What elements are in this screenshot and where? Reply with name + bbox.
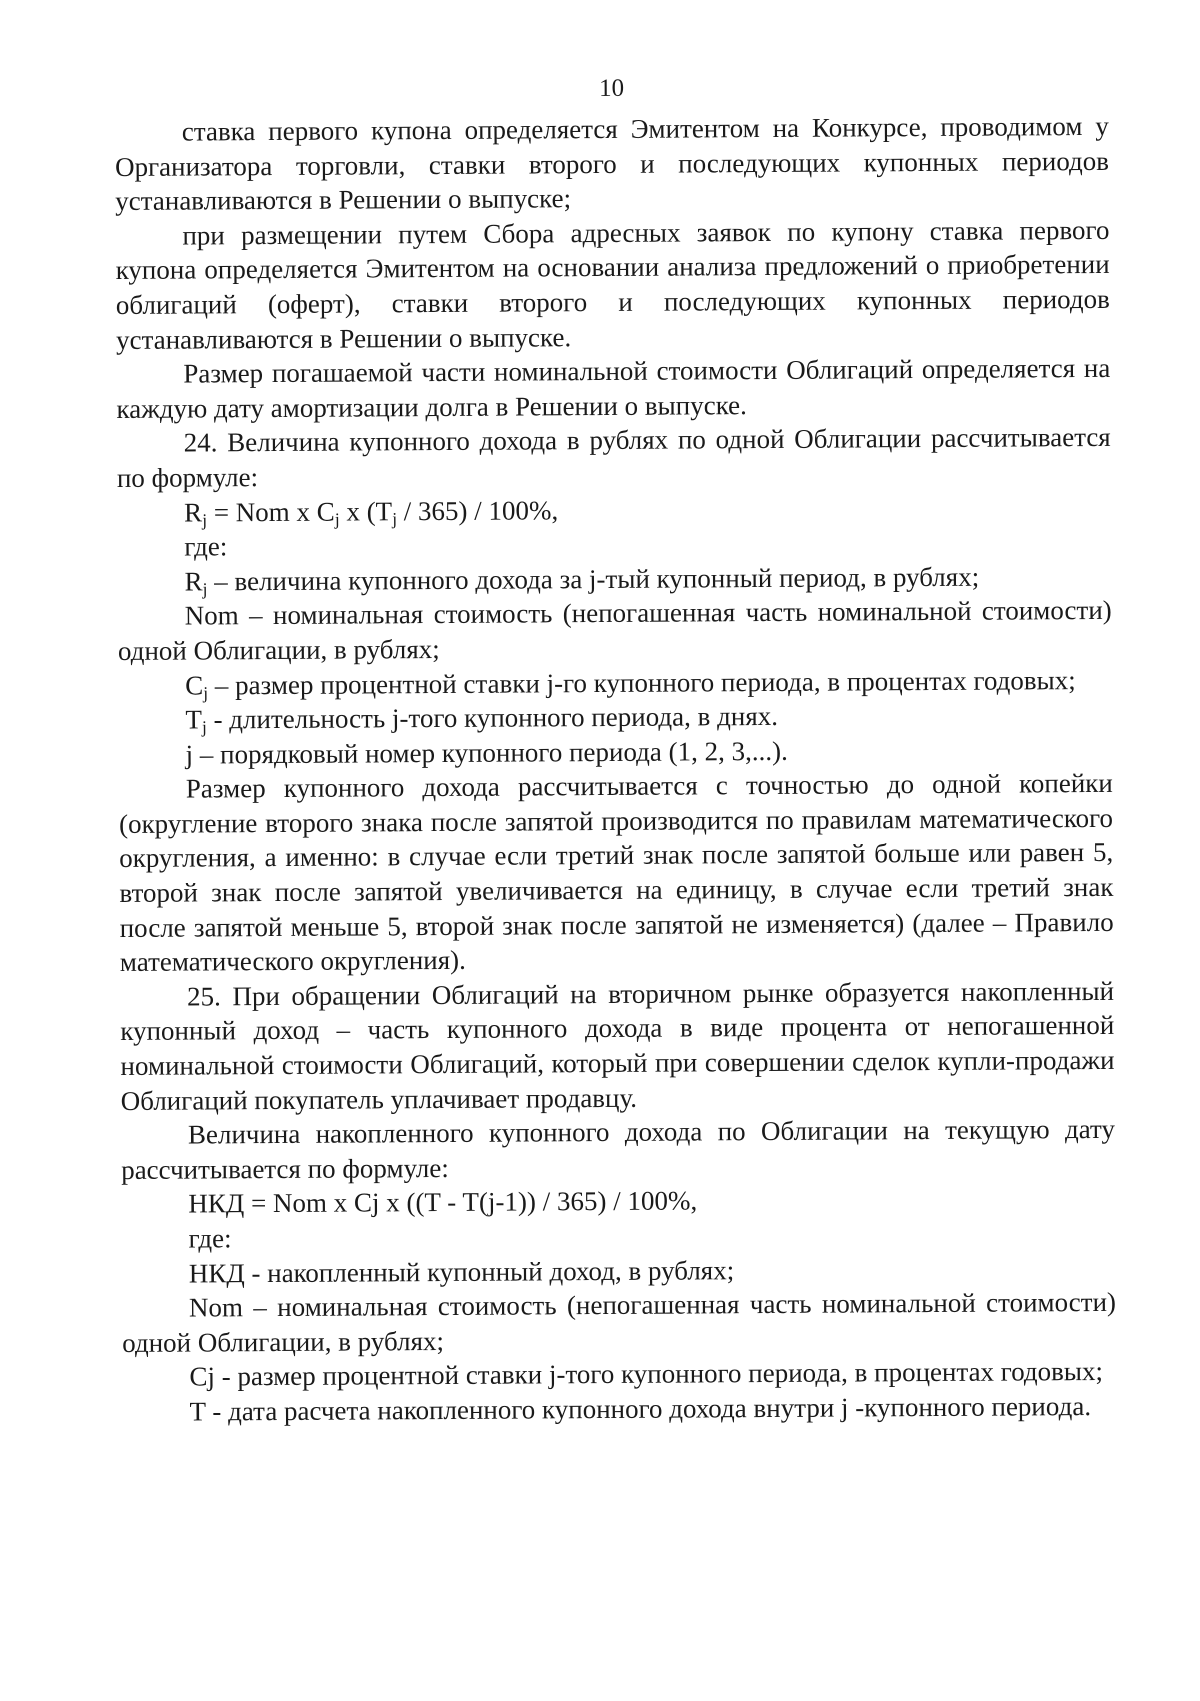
- formula-subscript: j: [202, 509, 208, 530]
- definition-j: j – порядковый номер купонного периода (1, 2, 3,...).: [185, 735, 788, 770]
- formula-text: x (T: [339, 495, 393, 527]
- definition-symbol: C: [185, 669, 204, 701]
- definition-symbol: R: [184, 566, 203, 597]
- formula-subscript: j: [334, 508, 340, 529]
- paragraph-address-orders: при размещении путем Сбора адресных заявок по купону ставка первого купона определяется Эмитентом на основании анализа предложений о приобретении облигаций (оферт), ставки второго и последующих купонных периодов устанавливаются в Решении о выпуске.: [115, 214, 1110, 355]
- definition-subscript: j: [201, 716, 207, 737]
- definition-subscript: j: [203, 682, 209, 703]
- formula-symbol: R: [184, 496, 203, 528]
- definition-text: – размер процентной ставки j-го купонного периода, в процентах годовых;: [207, 664, 1076, 700]
- page-number: 10: [598, 74, 625, 103]
- definition-text: – величина купонного дохода за j-тый купонный период, в рублях;: [207, 561, 980, 597]
- where-label: где:: [184, 531, 228, 562]
- definition-nom: Nom – номинальная стоимость (непогашенная часть номинальной стоимости) одной Облигации, в рублях;: [117, 595, 1112, 666]
- definition-text: - длительность j-того купонного периода, в днях.: [206, 701, 779, 735]
- definition-cj-2: Cj - размер процентной ставки j-того купонного периода, в процентах годовых;: [189, 1356, 1104, 1392]
- definition-subscript: j: [202, 578, 208, 599]
- definition-nkd: НКД - накопленный купонный доход, в рублях;: [188, 1254, 735, 1289]
- paragraph-24-coupon-income: 24. Величина купонного дохода в рублях по одной Облигации рассчитывается по формуле:: [116, 422, 1111, 493]
- formula-text: = Nom x C: [206, 496, 335, 527]
- definition-nom-2: Nom – номинальная стоимость (непогашенная часть номинальной стоимости) одной Облигации, в рублях;: [122, 1287, 1117, 1358]
- definition-cj: [118, 662, 1112, 703]
- paragraph-25-accrued-income: 25. При обращении Облигаций на вторичном рынке образуется накопленный купонный доход – часть купонного дохода в виде процента от непогашенной номинальной стоимости Облигаций, который при совершении сделок купли-продажи Облигаций покупатель уплачивает продавцу.: [120, 975, 1115, 1116]
- paragraph-nkd-intro: Величина накопленного купонного дохода по Облигации на текущую дату рассчитывается по формуле:: [121, 1114, 1115, 1185]
- where-label-2: где:: [188, 1223, 232, 1254]
- paragraph-amortization: Размер погашаемой части номинальной стоимости Облигаций определяется на каждую дату амортизации долга в Решении о выпуске.: [116, 353, 1111, 424]
- formula-nkd: НКД = Nom x Cj x ((T - T(j-1)) / 365) / 100%,: [188, 1185, 698, 1219]
- definition-t: T - дата расчета накопленного купонного дохода внутри j -купонного периода.: [189, 1390, 1092, 1427]
- formula-subscript: j: [392, 508, 398, 529]
- formula-text: / 365) / 100%,: [396, 494, 559, 526]
- definition-symbol: T: [185, 704, 202, 735]
- paragraph-rounding-rule: Размер купонного дохода рассчитывается с точностью до одной копейки (округление второго знака после запятой производится по правилам математического округления, а именно: в случае если третий знак после запятой больше или равен 5, второй знак после запятой увеличивается на единицу, в случае если третий знак после запятой меньше 5, второй знак после запятой не изменяется) (далее – Правило математического округления).: [118, 768, 1114, 978]
- paragraph-first-coupon-rate: ставка первого купона определяется Эмитентом на Конкурсе, проводимом у Организатора торговли, ставки второго и последующих купонных периодов устанавливаются в Решении о выпуске;: [114, 110, 1110, 217]
